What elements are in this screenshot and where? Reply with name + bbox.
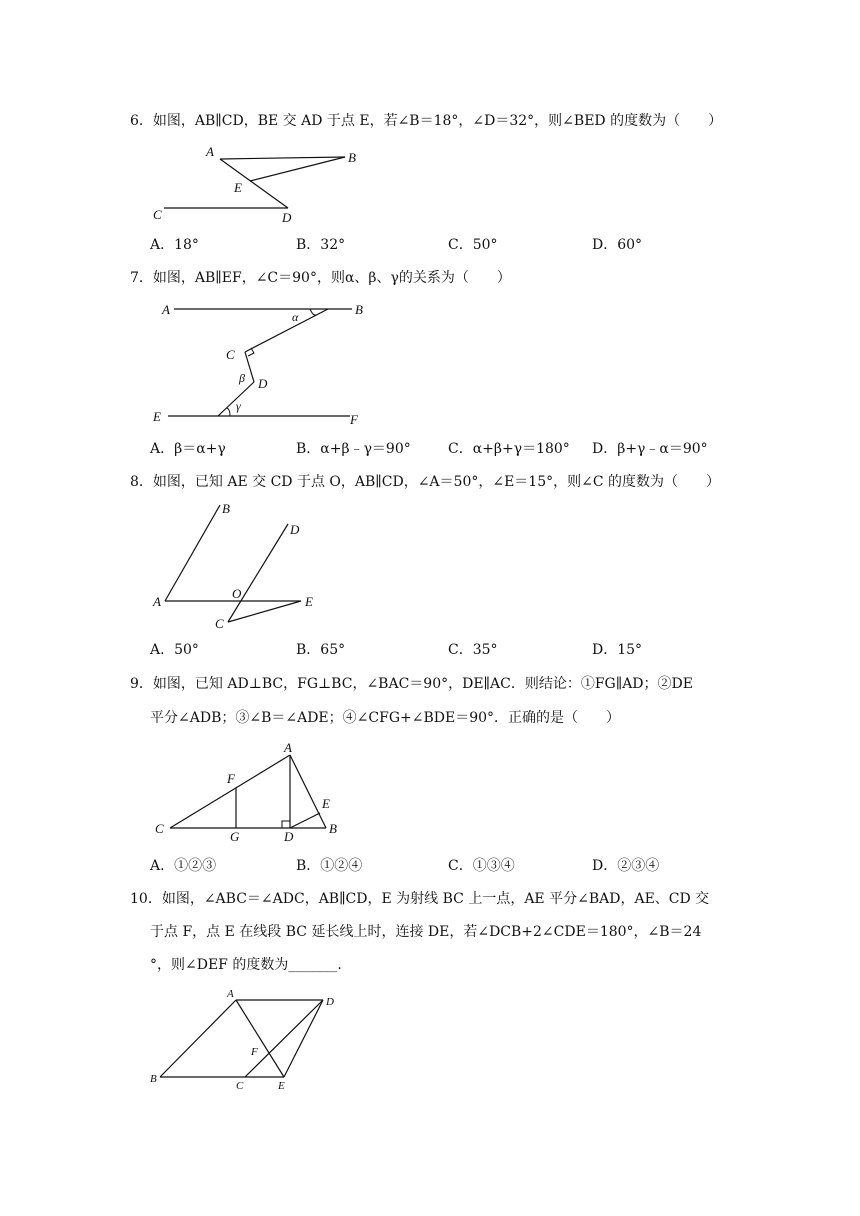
q10-stem-line3: °，则∠DEF 的度数为_______. (150, 957, 342, 973)
label-beta: β (239, 371, 245, 385)
label-f: F (227, 771, 235, 786)
segment-de (284, 1000, 323, 1077)
segment-cd (245, 1000, 323, 1077)
q9-option-a[interactable]: A．①②③ (150, 858, 217, 874)
label-c: C (153, 207, 162, 222)
segment-cd (245, 352, 254, 382)
label-e: E (234, 180, 242, 195)
segment-ad (220, 159, 288, 208)
q7-option-d[interactable]: D．β+γ﹣α＝90° (592, 441, 708, 457)
label-o: O (232, 586, 242, 601)
segment-ca (170, 755, 290, 828)
q8-option-d[interactable]: D．15° (592, 642, 643, 658)
q6-option-b[interactable]: B．32° (296, 237, 346, 253)
q8-figure (148, 498, 328, 633)
label-f: F (251, 1046, 258, 1058)
label-d: D (284, 829, 294, 843)
q7-figure (150, 296, 380, 431)
label-e: E (305, 594, 313, 609)
q8-option-c[interactable]: C．35° (448, 642, 498, 658)
q9-stem-line1: 9．如图，已知 AD⊥BC，FG⊥BC，∠BAC＝90°，DE∥AC．则结论：①FG∥AD；②DE (130, 676, 693, 692)
label-b: B (150, 1073, 157, 1085)
label-g: G (230, 829, 240, 843)
label-a: A (206, 144, 214, 159)
segment-de (290, 813, 320, 828)
segment-ae (236, 1000, 284, 1077)
label-e: E (278, 1080, 285, 1090)
q9-stem-line2: 平分∠ADB；③∠B＝∠ADE；④∠CFG+∠BDE＝90°．正确的是（ ） (150, 710, 621, 726)
q7-option-b[interactable]: B．α+β﹣γ＝90° (296, 441, 411, 457)
q6-option-a[interactable]: A．18° (150, 237, 199, 253)
q6-option-d[interactable]: D．60° (592, 237, 643, 253)
segment-ab (165, 505, 220, 601)
label-a: A (153, 594, 161, 609)
q8-option-a[interactable]: A．50° (150, 642, 199, 658)
q9-figure (150, 738, 350, 843)
q7-option-c[interactable]: C．α+β+γ＝180° (448, 441, 570, 457)
q8-stem: 8．如图，已知 AE 交 CD 于点 O，AB∥CD，∠A＝50°，∠E＝15°，则∠C 的度数为（ ） (130, 474, 721, 490)
label-c: C (155, 821, 164, 836)
q6-stem: 6．如图，AB∥CD，BE 交 AD 于点 E，若∠B＝18°，∠D＝32°，则∠BED 的度数为（ ） (130, 113, 723, 129)
q9-option-d[interactable]: D．②③④ (592, 858, 660, 874)
label-c: C (236, 1080, 244, 1090)
segment-be (250, 157, 345, 181)
label-d: D (258, 376, 268, 391)
label-gamma: γ (236, 399, 241, 413)
arc-gamma (226, 408, 230, 416)
segment-ab (220, 157, 345, 159)
label-b: B (348, 150, 356, 165)
segment-ab (290, 755, 326, 828)
q7-stem: 7．如图，AB∥EF，∠C＝90°，则α、β、γ的关系为（ ） (130, 270, 511, 286)
label-a: A (162, 302, 170, 317)
segment-ab (160, 1000, 236, 1077)
q10-stem-line1: 10．如图，∠ABC＝∠ADC，AB∥CD，E 为射线 BC 上一点，AE 平分∠BAD，AE、CD 交 (130, 891, 710, 907)
label-f: F (350, 412, 358, 427)
label-d: D (282, 210, 292, 225)
q9-option-c[interactable]: C．①③④ (448, 858, 515, 874)
right-angle-mark-d (282, 821, 290, 828)
q6-option-c[interactable]: C．50° (448, 237, 498, 253)
q9-option-b[interactable]: B．①②④ (296, 858, 363, 874)
label-c: C (215, 616, 224, 631)
arc-alpha (310, 309, 316, 315)
label-b: B (329, 821, 337, 836)
label-d: D (326, 996, 334, 1008)
label-a: A (227, 988, 234, 1000)
label-e: E (322, 796, 330, 811)
q10-figure (148, 985, 348, 1090)
label-b: B (222, 501, 230, 516)
label-e: E (153, 409, 161, 424)
label-c: C (226, 347, 235, 362)
label-b: B (355, 302, 363, 317)
q7-option-a[interactable]: A．β＝α+γ (150, 441, 226, 457)
label-alpha: α (292, 310, 299, 324)
label-d: D (290, 522, 300, 537)
q8-option-b[interactable]: B．65° (296, 642, 346, 658)
label-a: A (284, 740, 292, 755)
q6-figure (150, 142, 370, 227)
q10-stem-line2: 于点 F，点 E 在线段 BC 延长线上时，连接 DE，若∠DCB+2∠CDE＝180°，∠B＝24 (150, 924, 702, 940)
